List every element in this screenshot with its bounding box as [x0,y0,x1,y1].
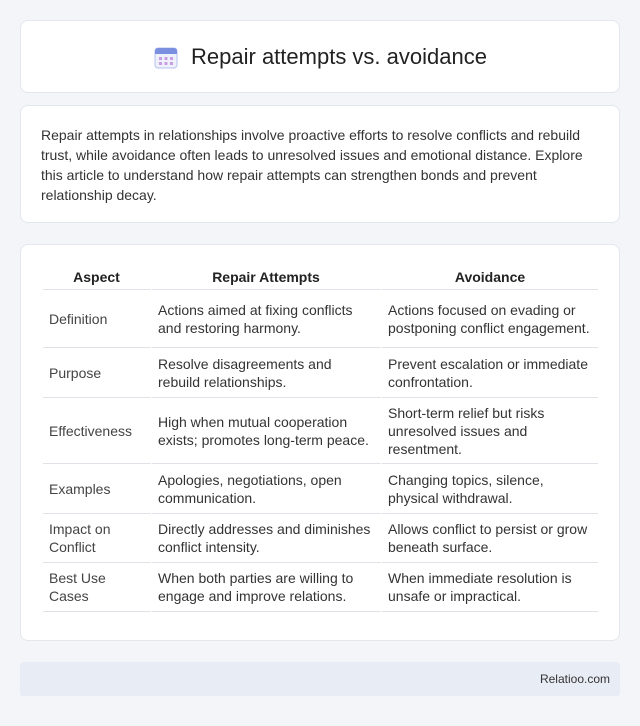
table-header-row [43,264,598,290]
cell-repair: Actions aimed at fixing conflicts and restoring harmony. [152,290,382,348]
cell-repair: High when mutual cooperation exists; promotes long-term peace. [152,398,382,464]
cell-repair: When both parties are willing to engage and improve relations. [152,563,382,612]
cell-repair: Apologies, negotiations, open communication. [152,464,382,514]
page-title: Repair attempts vs. avoidance [191,43,487,69]
cell-aspect: Best Use Cases [43,563,152,612]
comparison-table [43,264,598,612]
cell-aspect: Examples [43,464,152,514]
cell-aspect: Impact on Conflict [43,514,152,563]
intro-text: Repair attempts in relationships involve proactive efforts to resolve conflicts and rebuild trust, while avoidance often leads to unresolved issues and emotional distance. Explore this article to understand how repair attempts can strengthen bonds and prevent relationship decay. [41,127,583,203]
table-row [43,290,598,348]
table-row [43,563,598,612]
cell-avoidance: When immediate resolution is unsafe or impractical. [382,563,598,612]
table-row [43,464,598,514]
cell-aspect: Purpose [43,348,152,398]
title-wrap [153,44,487,70]
cell-avoidance: Prevent escalation or immediate confrontation. [382,348,598,398]
header-repair-attempts: Repair Attempts [152,264,382,290]
cell-avoidance: Changing topics, silence, physical withdrawal. [382,464,598,514]
cell-aspect: Effectiveness [43,398,152,464]
header-aspect: Aspect [43,264,152,290]
calendar-icon [153,44,179,70]
cell-avoidance: Actions focused on evading or postponing conflict engagement. [382,290,598,348]
cell-repair: Directly addresses and diminishes conflict intensity. [152,514,382,563]
cell-aspect: Definition [43,290,152,348]
header-avoidance: Avoidance [382,264,598,290]
intro-card [20,105,620,223]
table-row [43,514,598,563]
cell-avoidance: Short-term relief but risks unresolved issues and resentment. [382,398,598,464]
cell-avoidance: Allows conflict to persist or grow beneath surface. [382,514,598,563]
table-row [43,348,598,398]
header-card [20,20,620,93]
cell-repair: Resolve disagreements and rebuild relationships. [152,348,382,398]
comparison-table-card [20,244,620,641]
footer [20,662,620,696]
footer-brand: Relatioo.com [539,672,610,686]
table-row [43,398,598,464]
